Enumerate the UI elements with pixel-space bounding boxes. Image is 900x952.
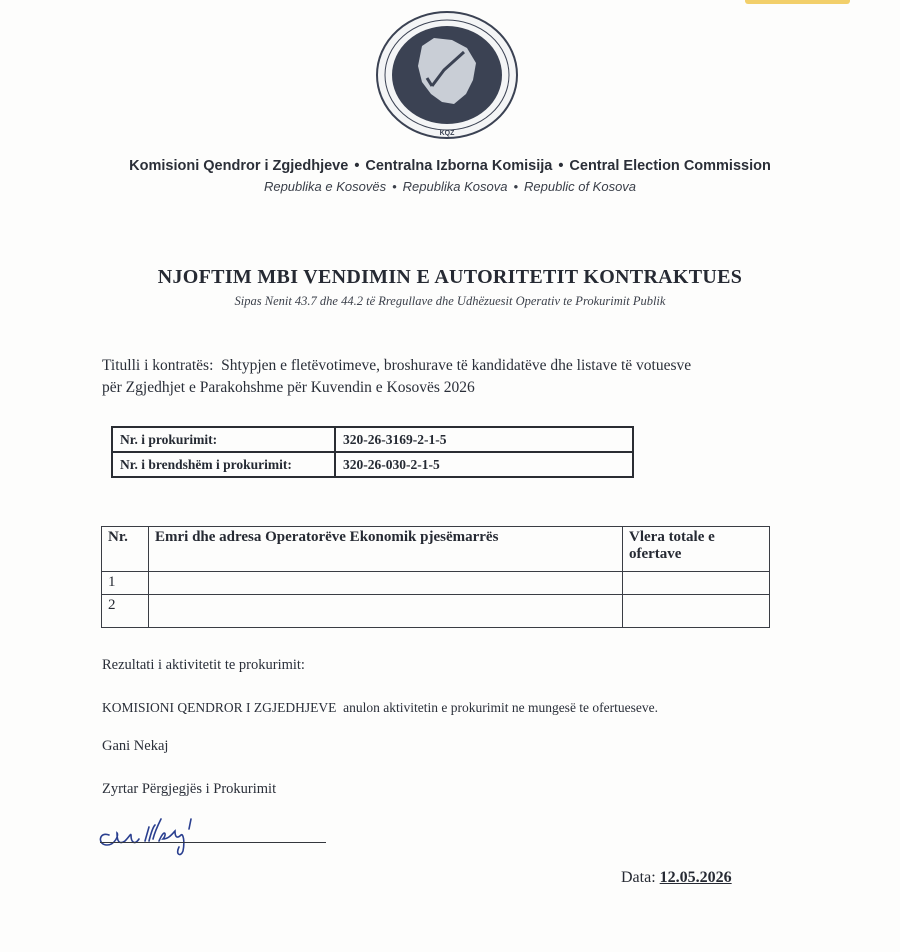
document-subtitle: Sipas Nenit 43.7 dhe 44.2 të Rregullave dhe Udhëzuesit Operativ te Prokurimit Publik (234, 294, 666, 308)
republic-name-serbian: Republika Kosova (402, 179, 508, 194)
date-value: 12.05.2026 (659, 869, 732, 886)
republic-names-line (0, 179, 900, 194)
operator-name-cell (149, 595, 623, 628)
top-tab-strip (745, 0, 850, 4)
org-name-albanian: Komisioni Qendror i Zgjedhjeve (129, 158, 349, 174)
official-name: Gani Nekaj (102, 738, 169, 754)
republic-name-english: Republic of Kosova (524, 179, 637, 194)
separator: • (354, 158, 360, 174)
decision-text: anulon aktivitetin e prokurimit ne mungesë te ofertueseve. (343, 700, 659, 715)
org-names-line (0, 158, 900, 174)
contract-title (102, 355, 792, 399)
date-field (621, 869, 732, 887)
official-role: Zyrtar Përgjegjës i Prokurimit (102, 781, 277, 797)
document-title: NJOFTIM MBI VENDIMIN E AUTORITETIT KONTRAKTUES (157, 266, 743, 288)
table-row (102, 595, 770, 628)
offer-value-cell (623, 572, 770, 595)
table-header-row (102, 527, 770, 572)
procurement-number-label: Nr. i prokurimit: (112, 427, 335, 452)
procurement-reference-table (111, 426, 634, 478)
handwritten-signature (95, 805, 255, 857)
contract-title-label: Titulli i kontratës: (102, 357, 214, 374)
row-number: 1 (102, 572, 149, 595)
internal-procurement-number-label: Nr. i brendshëm i prokurimit: (112, 452, 335, 477)
decision-statement (102, 700, 658, 716)
column-header-total-value: Vlera totale e ofertave (623, 527, 770, 572)
decision-entity: KOMISIONI QENDROR I ZGJEDHJEVE (102, 700, 337, 715)
table-row (112, 427, 633, 452)
operator-name-cell (149, 572, 623, 595)
svg-text:KQZ: KQZ (439, 130, 455, 137)
table-row (112, 452, 633, 477)
column-header-nr: Nr. (102, 527, 149, 572)
procurement-number-value: 320-26-3169-2-1-5 (335, 427, 633, 452)
column-header-operator: Emri dhe adresa Operatorëve Ekonomik pjesëmarrës (149, 527, 623, 572)
result-label: Rezultati i aktivitetit te prokurimit: (102, 657, 305, 673)
economic-operators-table (101, 526, 770, 628)
table-row (102, 572, 770, 595)
offer-value-cell (623, 595, 770, 628)
separator: • (392, 179, 397, 194)
date-label: Data: (621, 869, 656, 886)
row-number: 2 (102, 595, 149, 628)
republic-name-albanian: Republika e Kosovës (263, 179, 387, 194)
internal-procurement-number-value: 320-26-030-2-1-5 (335, 452, 633, 477)
org-name-english: Central Election Commission (569, 158, 771, 174)
signature-line (100, 842, 326, 843)
separator: • (558, 158, 564, 174)
contract-title-line2: për Zgjedhjet e Parakohshme për Kuvendin e Kosovës 2026 (102, 379, 475, 396)
election-commission-seal (372, 8, 522, 143)
separator: • (513, 179, 519, 194)
org-name-serbian: Centralna Izborna Komisija (365, 158, 553, 174)
contract-title-line1: Shtypjen e fletëvotimeve, broshurave të kandidatëve dhe listave të votuesve (221, 357, 692, 374)
